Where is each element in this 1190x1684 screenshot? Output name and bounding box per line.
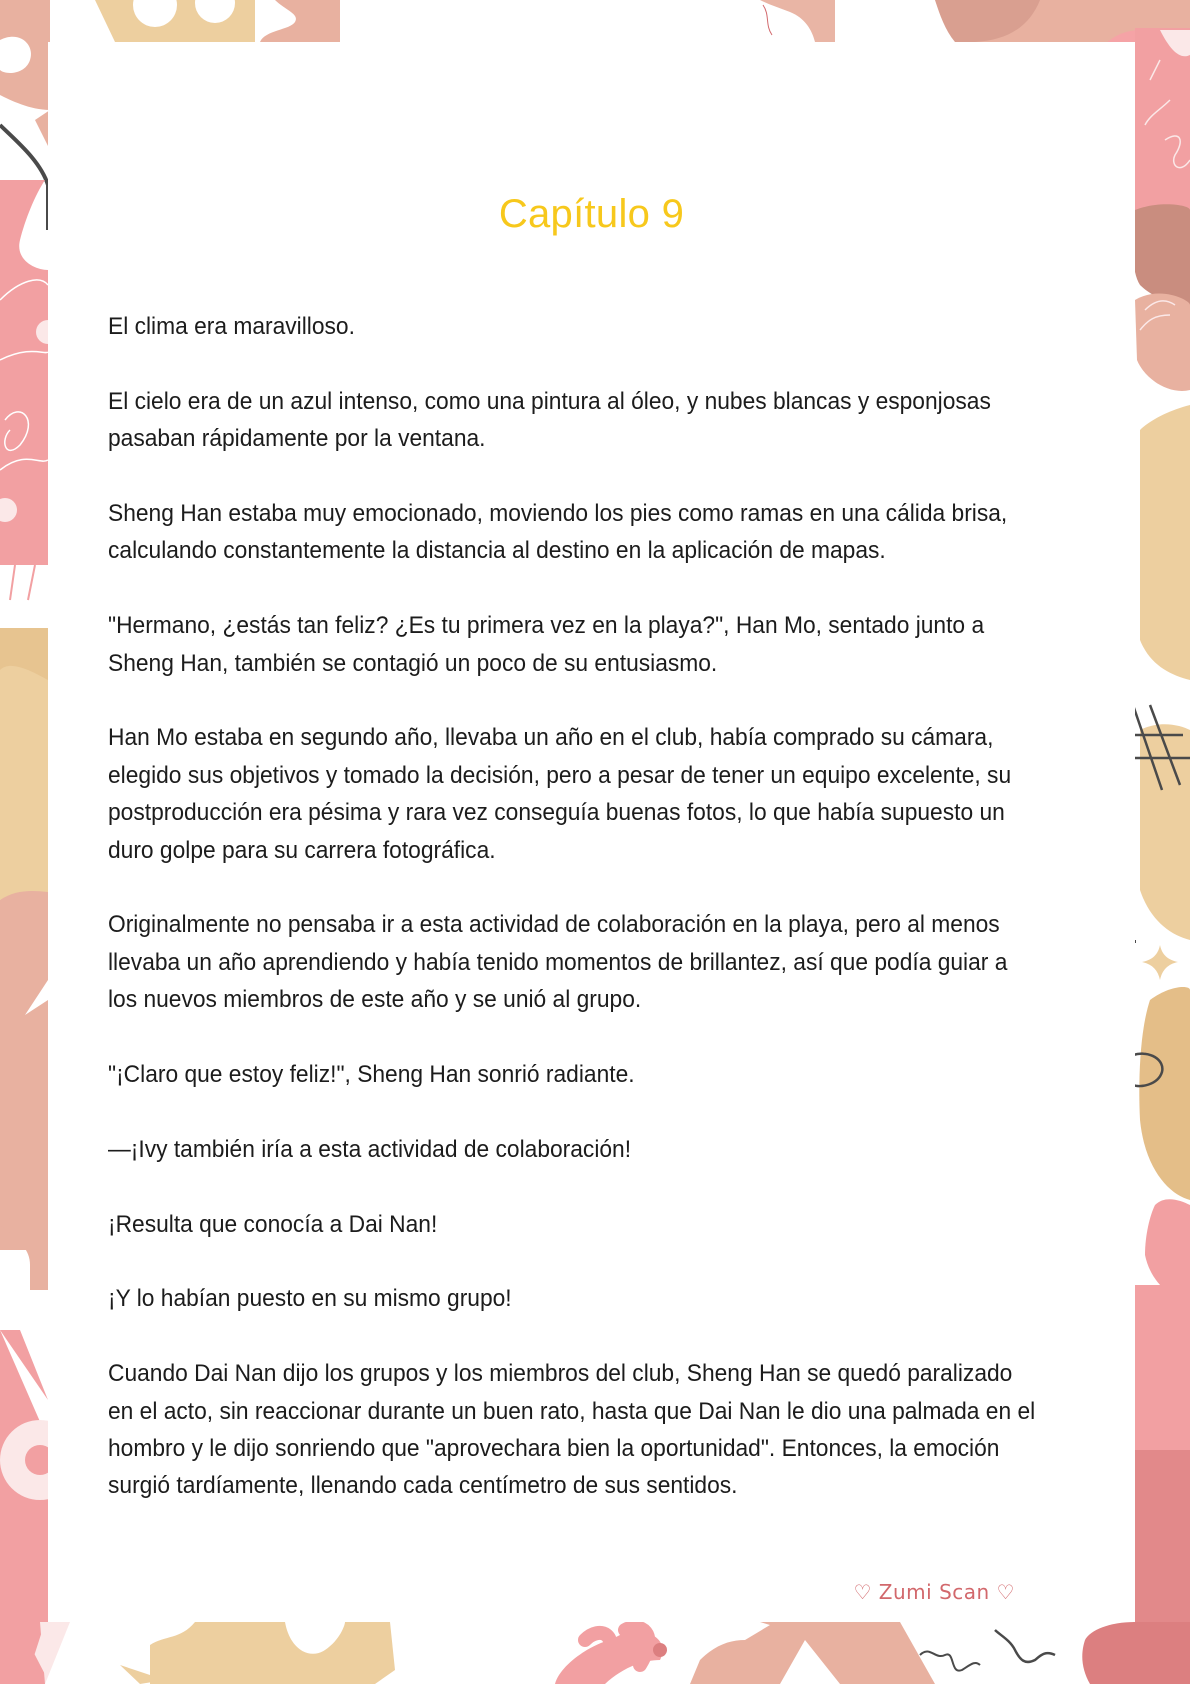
paragraph: Han Mo estaba en segundo año, llevaba un año en el club, había comprado su cámara, elegido sus objetivos y tomado la decisión, pero a pesar de tener un equipo excelente, su postproducción era pésima y rara vez conseguía buenas fotos, lo que había supuesto un duro golpe para su carrera fotográfica.	[108, 724, 1012, 864]
paragraph: ¡Resulta que conocía a Dai Nan!	[108, 1210, 438, 1238]
paragraph: Originalmente no pensaba ir a esta actividad de colaboración en la playa, pero al menos llevaba un año aprendiendo y había tenido momentos de brillantez, así que podía guiar a los nuevos miembros de este año y se unió al grupo.	[108, 911, 1008, 1014]
paragraph: Sheng Han estaba muy emocionado, moviendo los pies como ramas en una cálida brisa, calculando constantemente la distancia al destino en la aplicación de mapas.	[108, 500, 1008, 565]
paragraph: El cielo era de un azul intenso, como una pintura al óleo, y nubes blancas y esponjosas pasaban rápidamente por la ventana.	[108, 387, 991, 453]
paragraph: "¡Claro que estoy feliz!", Sheng Han sonrió radiante.	[108, 1061, 635, 1089]
paragraph: El clima era maravilloso.	[108, 313, 355, 340]
chapter-title: Capítulo 9	[498, 192, 685, 236]
paragraph: Cuando Dai Nan dijo los grupos y los miembros del club, Sheng Han se quedó paralizado en el acto, sin reaccionar durante un buen rato, hasta que Dai Nan le dio una palmada en el hombro y le dijo sonriendo que "aprovechara bien la oportunidad". Entonces, la emoción surgió tardíamente, llenando cada centímetro de sus sentidos.	[108, 1360, 1036, 1500]
paragraph: "Hermano, ¿estás tan feliz? ¿Es tu primera vez en la playa?", Han Mo, sentado junto a Sheng Han, también se contagió un poco de su entusiasmo.	[108, 612, 985, 677]
paragraph: ¡Y lo habían puesto en su mismo grupo!	[108, 1285, 512, 1313]
paragraph: —¡Ivy también iría a esta actividad de colaboración!	[108, 1135, 632, 1163]
scanlation-credit: ♡ Zumi Scan ♡	[853, 1580, 1015, 1604]
chapter-page	[48, 42, 1135, 1622]
chapter-body	[108, 308, 1038, 1542]
